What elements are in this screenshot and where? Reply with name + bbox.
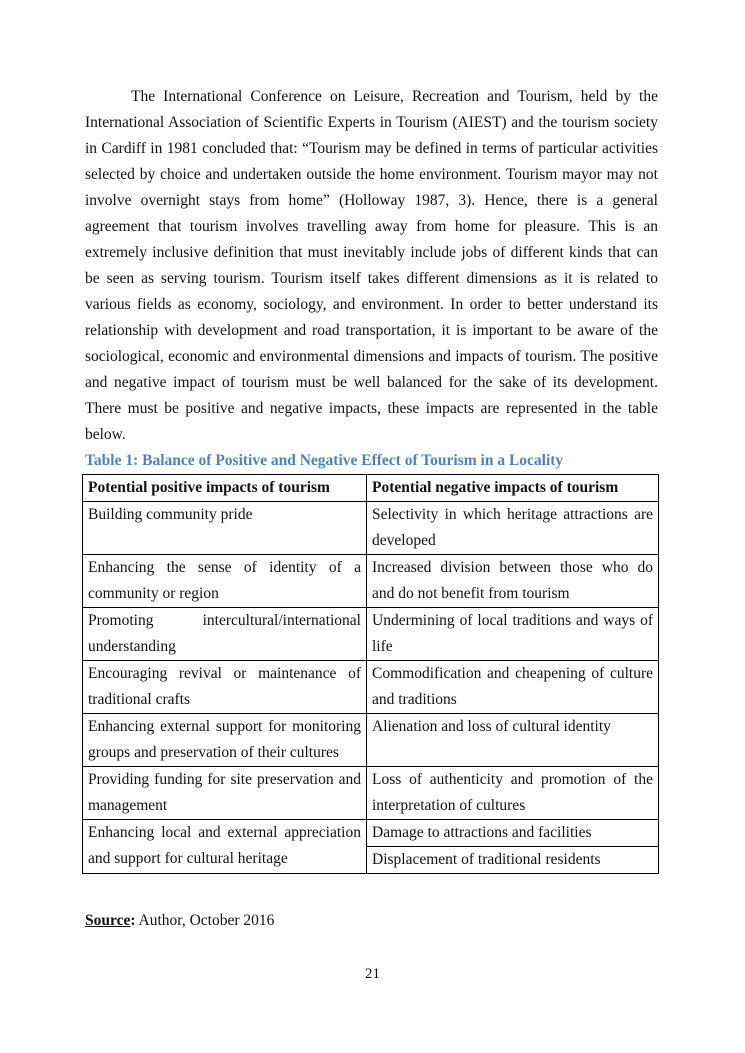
table-cell-negative: Increased division between those who do and do not benefit from tourism	[367, 555, 659, 608]
table-row	[83, 555, 659, 608]
page-content	[85, 84, 658, 947]
table-row	[83, 767, 659, 820]
table-cell-positive: Enhancing external support for monitoring groups and preservation of their cultures	[83, 714, 367, 767]
source-text: Author, October 2016	[135, 912, 275, 929]
impacts-table	[82, 474, 659, 874]
table-cell-negative: Loss of authenticity and promotion of the interpretation of cultures	[367, 767, 659, 820]
table-cell-negative: Displacement of traditional residents	[367, 847, 659, 874]
table-cell-positive: Enhancing local and external appreciation and support for cultural heritage	[83, 820, 367, 874]
table-caption: Table 1: Balance of Positive and Negative Effect of Tourism in a Locality	[85, 452, 564, 469]
body-paragraph: The International Conference on Leisure, Recreation and Tourism, held by the International Association of Scientific Experts in Tourism (AIEST) and the tourism society in Cardiff in 1981 concluded that: “Tourism may be defined in terms of particular activities selected by choice and undertaken outside the home environment. Tourism mayor may not involve overnight stays from home” (Holloway 1987, 3). Hence, there is a general agreement that tourism involves travelling away from home for pleasure. This is an extremely inclusive definition that must inevitably include jobs of different kinds that can be seen as serving tourism. Tourism itself takes different dimensions as it is related to various fields as economy, sociology, and environment. In order to better understand its relationship with development and road transportation, it is important to be aware of the sociological, economic and environmental dimensions and impacts of tourism. The positive and negative impact of tourism must be well balanced for the sake of its development. There must be positive and negative impacts, these impacts are represented in the table below.	[85, 88, 658, 443]
table-cell-positive: Promoting intercultural/international understanding	[83, 608, 367, 661]
table-row	[83, 502, 659, 555]
table-row	[83, 714, 659, 767]
source-note	[85, 911, 658, 931]
page-number: 21	[365, 966, 380, 982]
table-cell-positive: Building community pride	[83, 502, 367, 555]
table-header-positive: Potential positive impacts of tourism	[83, 475, 367, 502]
table-cell-positive: Encouraging revival or maintenance of traditional crafts	[83, 661, 367, 714]
table-cell-negative: Commodification and cheapening of culture and traditions	[367, 661, 659, 714]
table-cell-positive: Enhancing the sense of identity of a community or region	[83, 555, 367, 608]
source-label: Source	[85, 912, 131, 929]
source-separator: :	[130, 912, 136, 929]
table-cell-positive: Providing funding for site preservation and management	[83, 767, 367, 820]
table-row	[83, 608, 659, 661]
table-cell-negative: Undermining of local traditions and ways of life	[367, 608, 659, 661]
table-cell-negative: Selectivity in which heritage attractions are developed	[367, 502, 659, 555]
table-cell-negative: Alienation and loss of cultural identity	[367, 714, 659, 767]
table-cell-negative: Damage to attractions and facilities	[367, 820, 659, 847]
table-row	[83, 661, 659, 714]
table-row	[83, 820, 659, 847]
table-header-row	[83, 475, 659, 502]
table-header-negative: Potential negative impacts of tourism	[367, 475, 659, 502]
